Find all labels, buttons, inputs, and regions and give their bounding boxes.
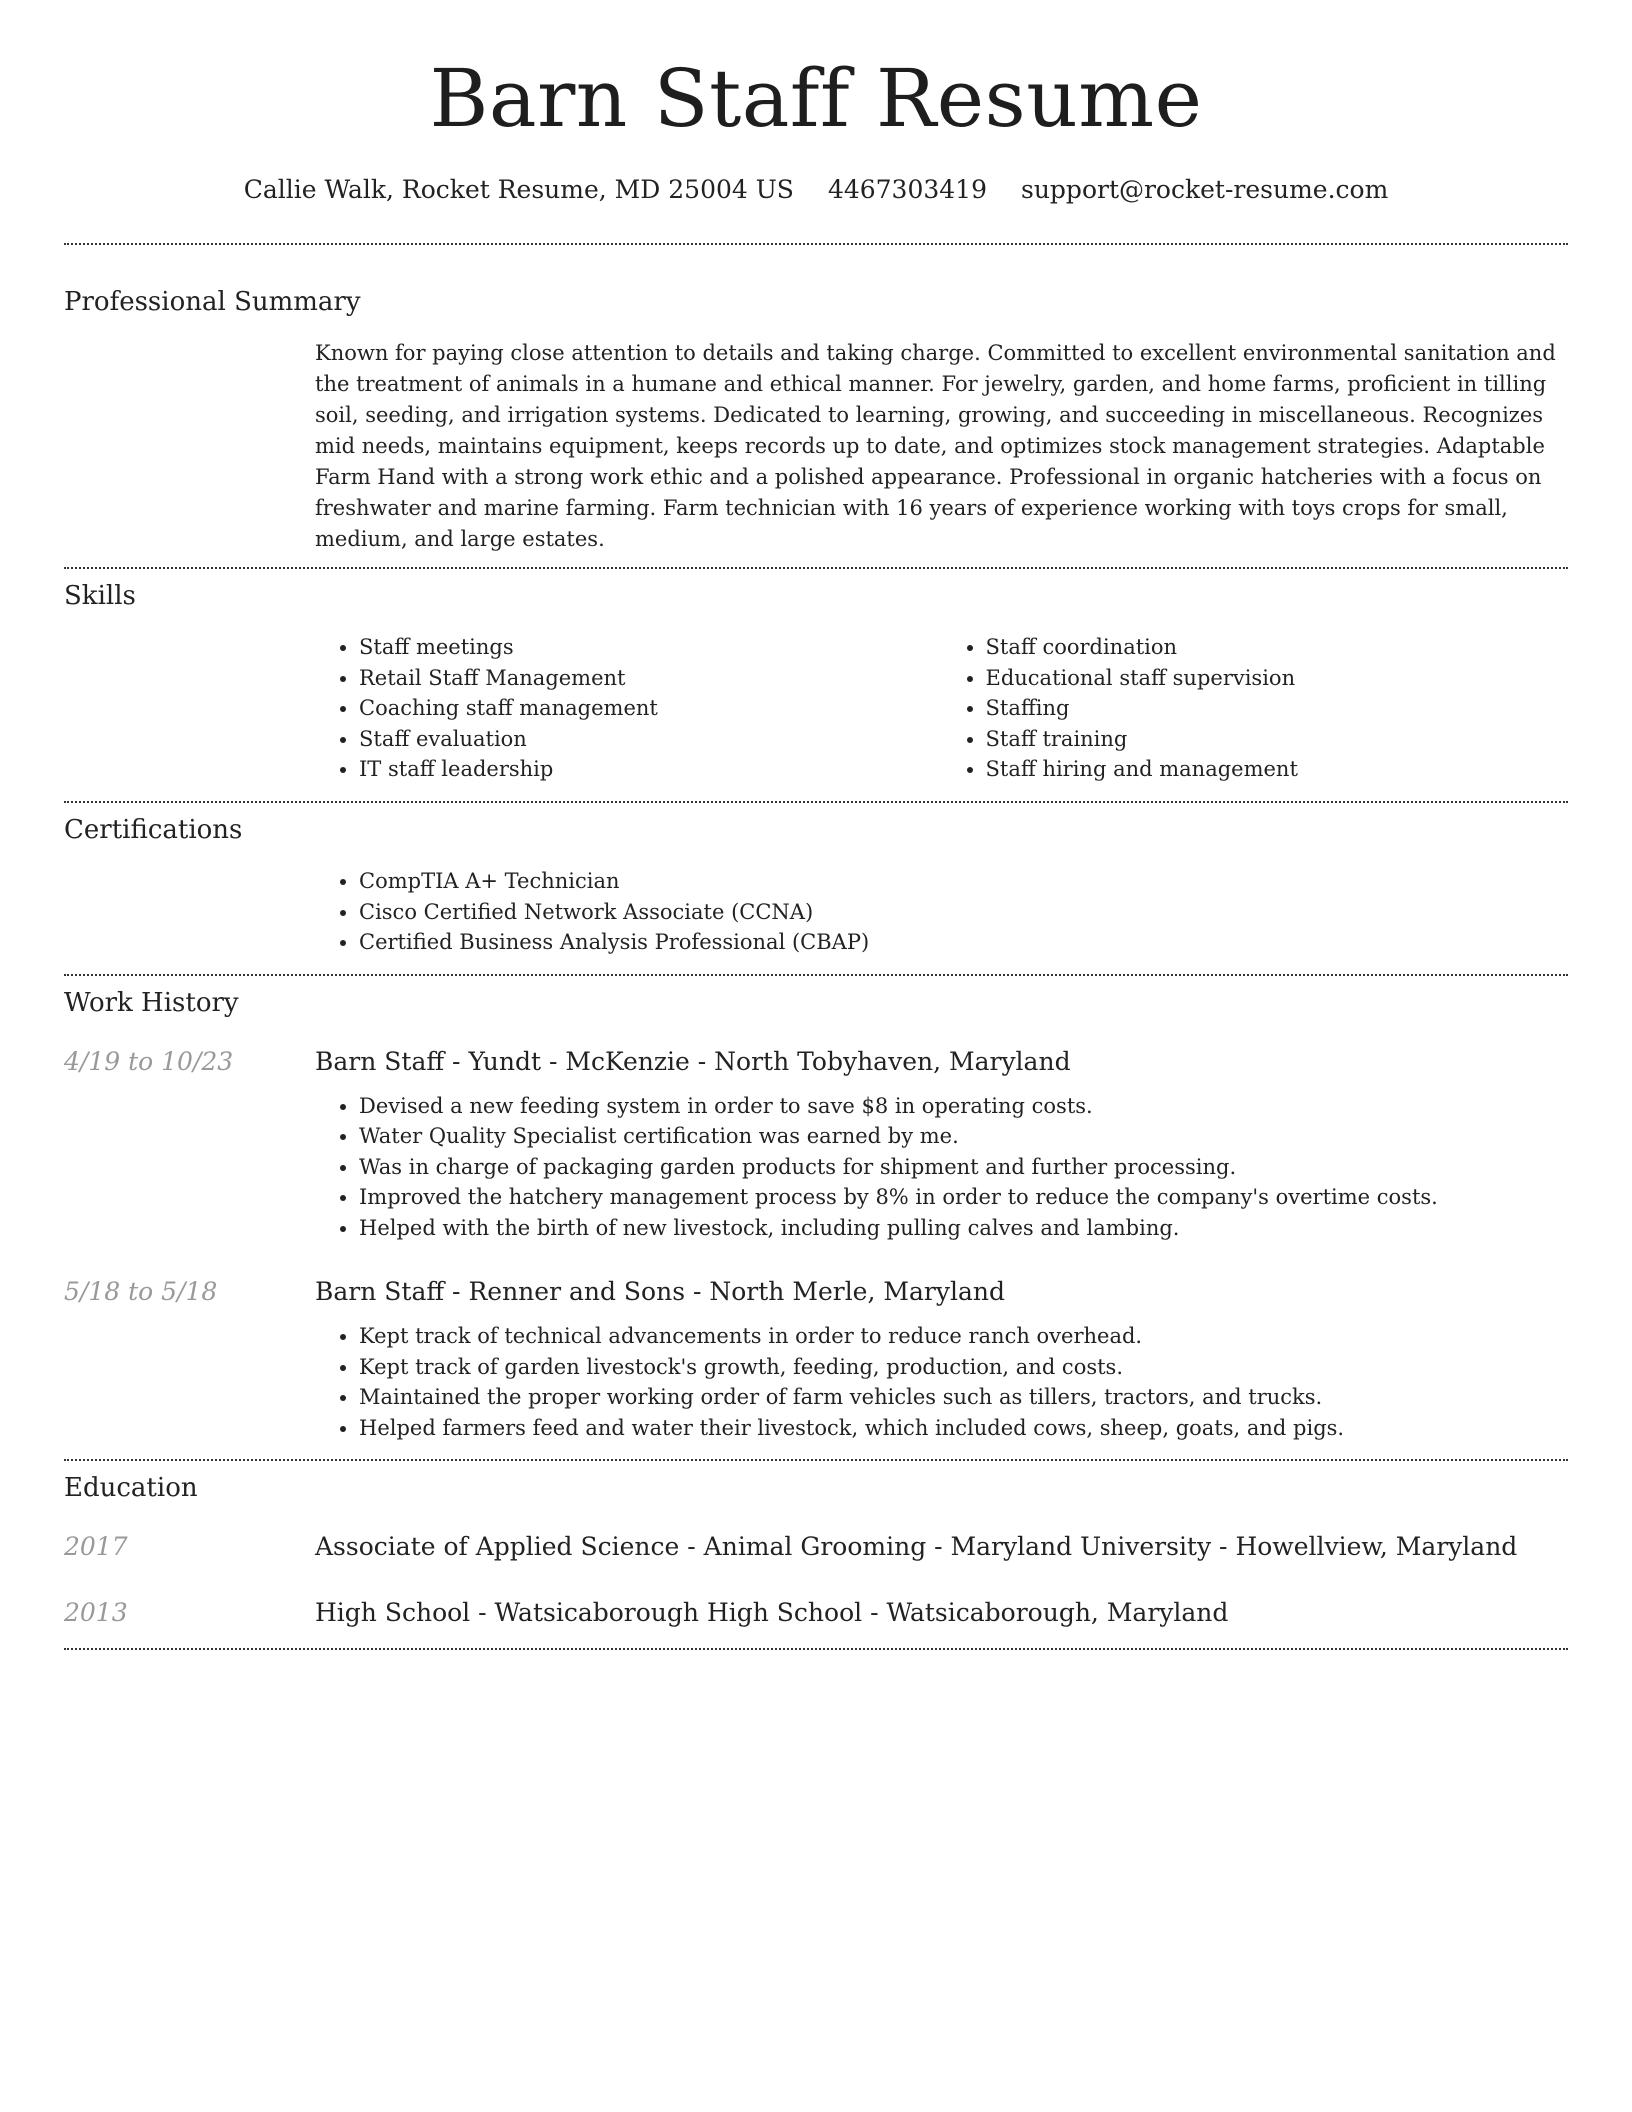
certification-item: • Certified Business Analysis Professional (CBAP) bbox=[359, 927, 1568, 958]
job-bullet: • Kept track of technical advancements in order to reduce ranch overhead. bbox=[359, 1321, 1568, 1352]
job-bullet: • Was in charge of packaging garden products for shipment and further processing. bbox=[359, 1152, 1568, 1183]
skill-item: • Educational staff supervision bbox=[986, 663, 1569, 694]
skills-section bbox=[64, 569, 1568, 785]
job-dates: 5/18 to 5/18 bbox=[64, 1277, 218, 1307]
job-entry bbox=[64, 1047, 1568, 1244]
section-heading-skills: Skills bbox=[64, 581, 136, 612]
section-heading-education: Education bbox=[64, 1473, 198, 1504]
skill-item: • IT staff leadership bbox=[359, 754, 942, 785]
education-details bbox=[315, 1598, 1228, 1628]
job-bullet: • Water Quality Specialist certification was earned by me. bbox=[359, 1121, 1568, 1152]
contact-line bbox=[64, 175, 1568, 205]
education-entry bbox=[64, 1532, 1568, 1562]
skills-grid bbox=[315, 632, 1568, 785]
job-title: Barn Staff - Yundt - McKenzie - North Tobyhaven, Maryland bbox=[315, 1046, 1071, 1076]
education-year: 2013 bbox=[64, 1598, 128, 1628]
skills-list-right bbox=[942, 632, 1569, 785]
skills-list-left bbox=[315, 632, 942, 785]
education-year: 2017 bbox=[64, 1532, 128, 1562]
section-heading-summary: Professional Summary bbox=[64, 287, 361, 317]
education-degree: Associate of Applied Science - Animal Grooming bbox=[315, 1532, 927, 1562]
job-bullet: • Devised a new feeding system in order to save $8 in operating costs. bbox=[359, 1091, 1568, 1122]
certifications-list bbox=[315, 866, 1568, 958]
skill-item: • Staff coordination bbox=[986, 632, 1569, 663]
job-bullet: • Helped farmers feed and water their livestock, which included cows, sheep, goats, and pigs. bbox=[359, 1413, 1568, 1444]
contact-address: Callie Walk, Rocket Resume, MD 25004 US bbox=[243, 175, 794, 204]
certification-item: • CompTIA A+ Technician bbox=[359, 866, 1568, 897]
certifications-content bbox=[315, 866, 1568, 958]
section-heading-work-history: Work History bbox=[64, 987, 239, 1018]
job-title: Barn Staff - Renner and Sons - North Merle, Maryland bbox=[315, 1277, 1005, 1307]
summary-text: Known for paying close attention to details and taking charge. Committed to excellent environmental sanitation and the treatment of animals in a humane and ethical manner. For jewelry, garden, and home farms, proficient in tilling soil, seeding, and irrigation systems. Dedicated to learning, growing, and succeeding in miscellaneous. Recognizes mid needs, maintains equipment, keeps records up to date, and optimizes stock management strategies. Adaptable Farm Hand with a strong work ethic and a polished appearance. Professional in organic hatcheries with a focus on freshwater and marine farming. Farm technician with 16 years of experience working with toys crops for small, medium, and large estates. bbox=[315, 341, 1556, 552]
job-entry bbox=[64, 1277, 1568, 1443]
job-bullets bbox=[315, 1091, 1568, 1244]
section-heading-certifications: Certifications bbox=[64, 814, 243, 845]
education-school: - Maryland University - Howellview, Maryland bbox=[926, 1532, 1518, 1562]
divider bbox=[64, 1648, 1568, 1650]
education-entry bbox=[64, 1598, 1568, 1628]
contact-email: support@rocket-resume.com bbox=[1021, 175, 1389, 204]
education-section bbox=[64, 1461, 1568, 1628]
job-header bbox=[64, 1277, 1568, 1307]
job-bullet: • Improved the hatchery management process by 8% in order to reduce the company's overtime costs. bbox=[359, 1182, 1568, 1213]
job-bullet: • Helped with the birth of new livestock, including pulling calves and lambing. bbox=[359, 1213, 1568, 1244]
education-school: - Watsicaborough High School - Watsicaborough, Maryland bbox=[470, 1598, 1229, 1628]
education-details bbox=[315, 1532, 1517, 1562]
skill-item: • Retail Staff Management bbox=[359, 663, 942, 694]
job-dates: 4/19 to 10/23 bbox=[64, 1046, 234, 1076]
skill-item: • Coaching staff management bbox=[359, 693, 942, 724]
job-bullet: • Kept track of garden livestock's growth, feeding, production, and costs. bbox=[359, 1352, 1568, 1383]
summary-content bbox=[315, 338, 1568, 555]
job-bullet: • Maintained the proper working order of farm vehicles such as tillers, tractors, and trucks. bbox=[359, 1382, 1568, 1413]
summary-section bbox=[64, 245, 1568, 555]
certification-item: • Cisco Certified Network Associate (CCNA) bbox=[359, 897, 1568, 928]
skill-item: • Staffing bbox=[986, 693, 1569, 724]
skill-item: • Staff training bbox=[986, 724, 1569, 755]
skill-item: • Staff evaluation bbox=[359, 724, 942, 755]
skill-item: • Staff hiring and management bbox=[986, 754, 1569, 785]
job-bullets bbox=[315, 1321, 1568, 1443]
work-history-section bbox=[64, 976, 1568, 1444]
education-degree: High School bbox=[315, 1598, 471, 1628]
resume-title: Barn Staff Resume bbox=[429, 52, 1203, 145]
contact-phone: 4467303419 bbox=[827, 175, 987, 204]
job-header bbox=[64, 1047, 1568, 1077]
certifications-section bbox=[64, 803, 1568, 958]
skill-item: • Staff meetings bbox=[359, 632, 942, 663]
